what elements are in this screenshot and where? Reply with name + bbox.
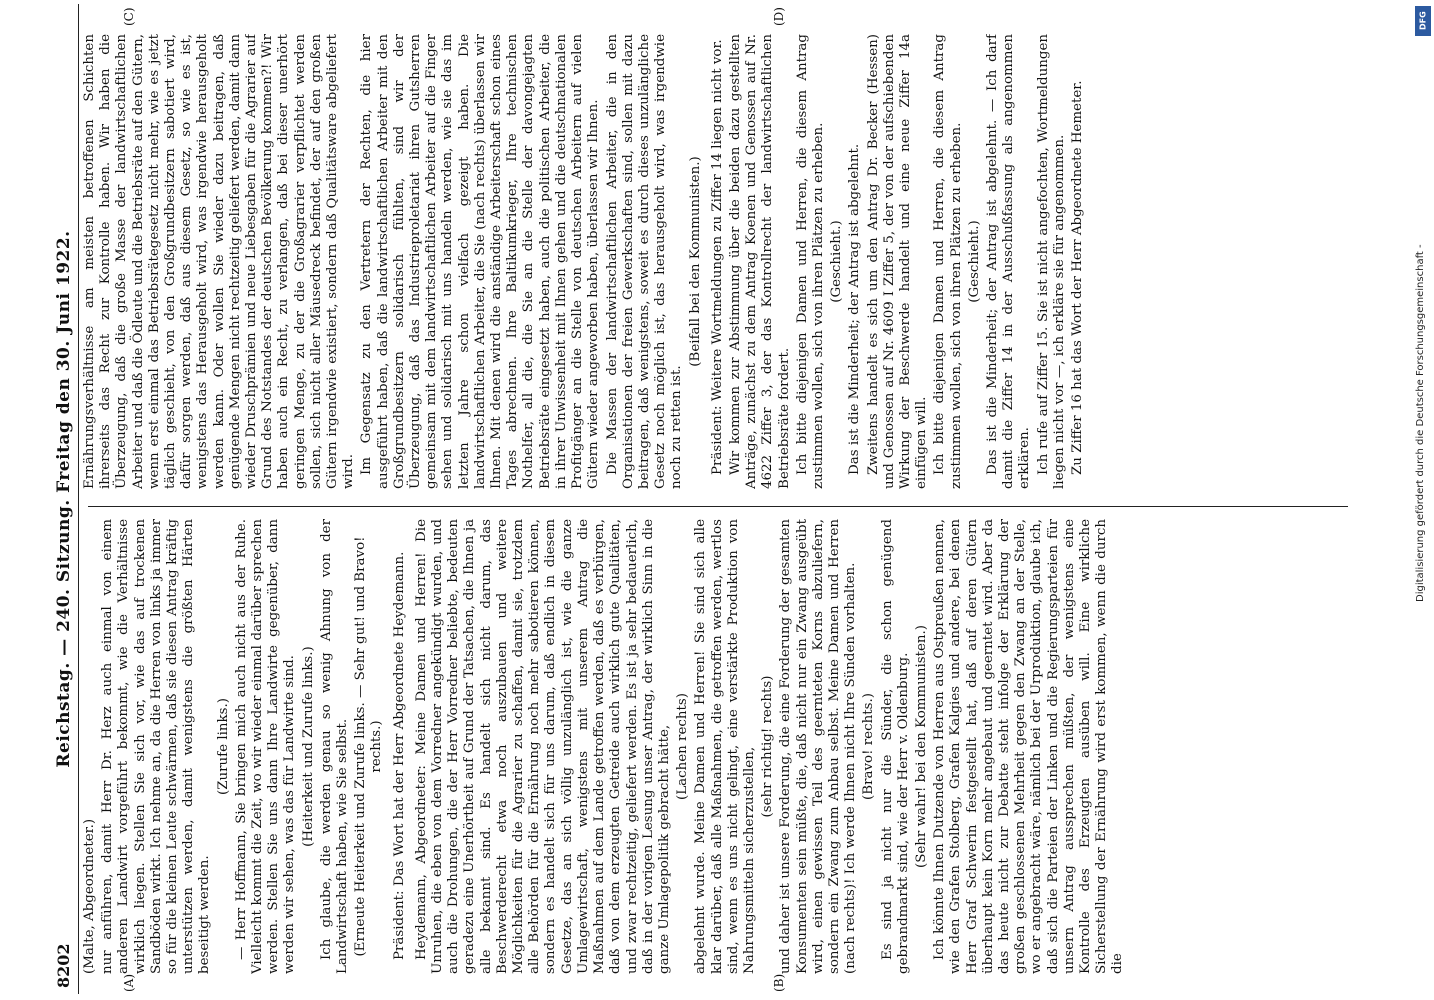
column-divider <box>88 506 1348 507</box>
margin-marker-d: (D) <box>772 7 786 26</box>
margin-marker-c: (C) <box>122 7 136 26</box>
interjection: (Geschieht.) <box>966 220 982 303</box>
paragraph: Zweitens handelt es sich um den Antrag Dr. Becker (Hessen) und Genossen auf Nr. 4609 I Ziffer 5, der von der aufschiebenden Wirkung der Beschwerde handelt und eine neue Ziffer 14a einfügen will. <box>865 34 930 489</box>
interjection: (Zurufe links.) <box>215 698 231 795</box>
interjection: (Geschieht.) <box>829 220 845 303</box>
paragraph: Ich rufe auf Ziffer 15. Sie ist nicht angefochten, Wortmeldungen liegen nicht vor —, ich erkläre sie für angenommen. <box>1035 34 1067 489</box>
interjection: (Bravo! rechts.) <box>861 693 877 800</box>
right-column <box>82 34 1352 489</box>
paragraph: Im Gegensatz zu den Vertretern der Rechten, die hier ausgeführt haben, daß die landwirtschaftlichen Arbeiter mit den Großgrundbesitzern solidarisch fühlten, sind wir der Überzeugung, daß das Industrieproletariat ihren Gutsherren gemeinsam mit dem landwirtschaftlichen Arbeiter auf die Finger sehen und solidarisch mit uns handeln werden, wie sie das im letzten Jahre schon vielfach gezeigt haben. Die landwirtschaftlichen Arbeiter, die Sie (nach rechts) überlassen wir Ihnen. Mit denen wird die anständige Arbeiterschaft schon eines Tages abrechnen. Ihre Baltikumkrieger, Ihre technischen Nothelfer, all die, die Sie an die Stelle der davongejagten Betriebsräte eingesetzt haben, auch die politischen Arbeiter, die in ihrer Unwissenheit mit Ihnen gehen und die deutschnationalen Profitgänger an die Stelle von deutschen Arbeitern auf vielen Gütern wieder angeworben haben, überlassen wir Ihnen. <box>359 34 602 489</box>
page-number: 8202 <box>54 943 73 988</box>
dfg-logo: DFG <box>1415 6 1431 36</box>
paragraph: Zu Ziffer 16 hat das Wort der Herr Abgeordnete Hemeter. <box>1069 80 1085 475</box>
paragraph: Ernährungsverhältnisse am meisten betroffenen Schichten ihrerseits das Recht zur Kontrolle haben. Wir haben die Überzeugung, daß die große Masse der landwirtschaftlichen Arbeiter und daß die Ödleute und die Betriebsräte auf den Gütern, wenn erst einmal das Betriebsrätegesetz nicht mehr, wie es jetzt täglich geschieht, von den Großgrundbesitzern sabotiert wird, dafür sorgen werden, daß aus diesem Gesetz, so wie es ist, wenigstens das Herausgeholt wird, was irgendwie herausgeholt werden kann. Oder wollen Sie wieder dazu beitragen, daß genügende Mengen nicht rechtzeitig geliefert werden, damit dann wieder Druschprämien und neue Liebesgaben für die Agrarier auf Grund des Notstandes der deutschen Bevölkerung kommen?! Wir haben auch ein Recht, zu verlangen, daß bei dieser unerhört geringen Menge, zu der die Großagrarier verpflichtet werden sollen, sich nicht aller Mäusedreck befindet, der auf den großen Gütern irgendwie existiert, sondern daß Qualitätsware abgeliefert wird. <box>82 34 357 489</box>
interjection: (Sehr wahr! bei den Kommunisten.) <box>913 624 929 869</box>
scanned-page <box>48 4 1358 994</box>
margin-marker-b: (B) <box>772 973 786 992</box>
paragraph: Ich bitte diejenigen Damen und Herren, die diesem Antrag zustimmen wollen, sich von ihren Plätzen zu erheben. <box>932 34 964 489</box>
paragraph: Präsident: Das Wort hat der Herr Abgeordnete Heydemann. <box>391 551 407 960</box>
interjection: (Beifall bei den Kommunisten.) <box>687 156 703 367</box>
text-columns <box>82 4 1352 994</box>
header-rule <box>78 4 79 994</box>
paragraph: Ich glaube, die werden genau so wenig Ahnung von der Landwirtschaft haben, wie Sie selbst. <box>318 519 351 974</box>
page-header <box>48 4 78 994</box>
paragraph: Das ist die Minderheit; der Antrag ist abgelehnt. — Ich darf damit die Ziffer 14 in der Ausschußfassung als angenommen erklären. <box>984 34 1033 489</box>
paragraph: Wir kommen zur Abstimmung über die beiden dazu gestellten Anträge, zunächst zu dem Antrag Koenen und Genossen auf Nr. 4622 Ziffer 3, der das Kontrollrecht der landwirtschaftlichen Betriebsräte fordert. <box>727 34 792 489</box>
left-column <box>82 519 1352 974</box>
paragraph: (Malte, Abgeordneter.) <box>82 818 97 974</box>
paragraph: Ich könnte Ihnen Dutzende von Herren aus Ostpreußen nennen, wie den Grafen Stolberg, Grafen Kalgies und andere, bei denen Herr Graf Schwerin festgestellt hat, daß auf deren Gütern überhaupt kein Korn mehr angebaut und geerntet wird. Aber da das heute nicht zur Debatte steht infolge der Erklärung der großen geschlossenen Mehrheit gegen den Zwang an der Stelle, wo er angebracht wäre, nämlich bei der Urproduktion, glaube ich, daß sich die Parteien der Linken und die Regierungsparteien für unsern Antrag aussprechen müßten, der wenigstens eine Kontrolle des Erzeugten ausüben will. Eine wirkliche Sicherstellung der Ernährung wird erst kommen, wenn die durch die <box>932 519 1126 974</box>
paragraph: nur anführen, damit Herr Dr. Herz auch einmal von einem anderen Landwirt vorgeführt bekommt, wie die Verhältnisse wirklich liegen. Stellen Sie sich vor, wie das auf trockenen Sandböden wirkt. Ich nehme an, da die Herren von links ja immer so für die kleinen Leute schwärmen, daß sie diesen Antrag kräftig unterstützen werden, damit wenigstens die größten Härten beseitigt werden. <box>100 519 213 974</box>
interjection: (sehr richtig! rechts) <box>760 675 776 818</box>
interjection: (Lachen rechts) <box>675 693 691 800</box>
paragraph: Die Massen der landwirtschaftlichen Arbeiter, die in den Organisationen der freien Gewerkschaften sind, sollen mit dazu beitragen, daß wenigstens, soweit es durch dieses unzulängliche Gesetz noch möglich ist, das herausgeholt wird, was irgendwie noch zu retten ist. <box>604 34 685 489</box>
paragraph: Präsident: Weitere Wortmeldungen zu Ziffer 14 liegen nicht vor. <box>709 39 725 475</box>
paragraph: — Herr Hoffmann, Sie bringen mich auch nicht aus der Ruhe. Vielleicht kommt die Zeit, wo wir wieder einmal darüber sprechen werden. Stellen Sie uns dann Ihre Landwirte gegenüber, dann werden wir sehen, was das für Landwirte sind. <box>233 519 298 974</box>
paragraph: abgelehnt wurde. Meine Damen und Herren! Sie sind sich alle klar darüber, daß alle Maßnahmen, die getroffen werden, wertlos sind, wenn es uns nicht gelingt, eine verstärkte Produktion von Nahrungsmitteln sicherzustellen, <box>693 519 757 974</box>
page-title: Reichstag. — 240. Sitzung. Freitag den 30. Juni 1922. <box>54 230 74 768</box>
paragraph: Das ist die Minderheit; der Antrag ist abgelehnt. <box>847 143 863 475</box>
interjection: (Erneute Heiterkeit und Zurufe links. — Sehr gut! und Bravo! rechts.) <box>353 536 385 957</box>
dfg-credit-strip <box>1413 0 1434 1000</box>
paragraph: Es sind ja nicht nur die Sünder, die schon genügend gebrandmarkt sind, wie der Herr v. Oldenburg. <box>879 519 911 974</box>
paragraph: Ich bitte diejenigen Damen und Herren, die diesem Antrag zustimmen wollen, sich von ihren Plätzen zu erheben. <box>794 34 826 489</box>
digitization-credit: Digitalisierung gefördert durch die Deutsche Forschungsgemeinschaft - <box>1415 244 1426 602</box>
interjection: (Heiterkeit und Zurufe links.) <box>300 646 316 847</box>
margin-marker-a: (A) <box>122 973 136 992</box>
paragraph: Heydemann, Abgeordneter: Meine Damen und Herren! Die Unruhen, die eben von dem Vorredner angekündigt wurden, und auch die Drohungen, die der Herr Vorredner beliebte, bedeuten geradezu eine Unerhörtheit auf Grund der Tatsachen, die Ihnen ja alle bekannt sind. Es handelt sich nicht darum, das Beschwerderecht etwa noch auszubauen und weitere Möglichkeiten für die Agrarier zu schaffen, damit sie, trotzdem alle Behörden für die Ernährung noch mehr sabotieren können, sondern es handelt sich für uns darum, daß endlich in diesem Gesetze, das an sich völlig unzulänglich ist, wie die ganze Umlagewirtschaft, wenigstens mit unserem Antrag die Maßnahmen auf dem Lande getroffen werden, daß es verbürgen, daß von dem erzeugten Getreide auch wirklich gute Qualitäten, und zwar rechtzeitig, geliefert werden. Es ist ja sehr bedauerlich, daß in der vorigen Lesung unser Antrag, der wirklich Sinn in die ganze Umlagepolitik gebracht hätte, <box>413 519 672 974</box>
paragraph: und daher ist unsere Forderung, die eine Forderung der gesamten Konsumenten sein müßte, die, daß nicht nur ein Zwang ausgeübt wird, einen gewissen Teil des geernteten Korns abzuliefern, sondern ein Zwang zum Anbau selbst. Meine Damen und Herren (nach rechts)! Ich werde Ihnen nicht Ihre Sünden vorhalten. <box>778 519 859 974</box>
